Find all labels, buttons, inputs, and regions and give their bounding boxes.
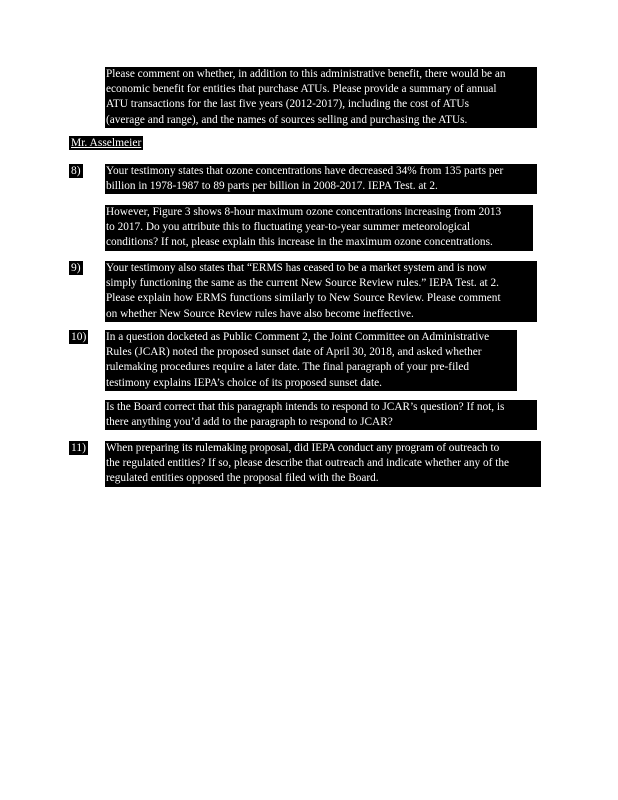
text-line: (average and range), and the names of sources selling and purchasing the ATUs. — [106, 113, 468, 126]
text-line: billion in 1978-1987 to 89 parts per billion in 2008-2017. IEPA Test. at 2. — [106, 180, 438, 193]
text-line: simply functioning the same as the current New Source Review rules.” IEPA Test. at 2. — [106, 277, 499, 290]
text-line: conditions? If not, please explain this increase in the maximum ozone concentrations. — [106, 236, 493, 249]
text-line: ATU transactions for the last five years (2012-2017), including the cost of ATUs — [106, 98, 469, 111]
section-heading: Mr. Asselmeier — [71, 137, 142, 149]
question-number: 9) — [71, 262, 81, 274]
intro-paragraph — [105, 67, 537, 128]
question-10-paragraph-1 — [105, 330, 517, 391]
text-line: testimony explains IEPA’s choice of its proposed sunset date. — [106, 376, 383, 389]
question-10-paragraph-2 — [105, 400, 537, 430]
question-8-paragraph-1 — [105, 164, 537, 194]
question-11-paragraph-1 — [105, 441, 541, 487]
text-line: Your testimony also states that “ERMS has ceased to be a market system and is now — [106, 262, 487, 274]
question-8-paragraph-2 — [105, 205, 533, 251]
text-line: on whether New Source Review rules have also become ineffective. — [106, 307, 414, 320]
text-line: Please comment on whether, in addition to this administrative benefit, there would be an — [106, 68, 506, 80]
text-line: to 2017. Do you attribute this to fluctuating year-to-year summer meteorological — [106, 221, 470, 234]
text-line: When preparing its rulemaking proposal, did IEPA conduct any program of outreach to — [106, 442, 500, 454]
text-line: rulemaking procedures require a later date. The final paragraph of your pre-filed — [106, 361, 470, 374]
text-line: regulated entities opposed the proposal filed with the Board. — [106, 472, 379, 485]
text-line: Please explain how ERMS functions similarly to New Source Review. Please comment — [106, 292, 501, 305]
text-line: In a question docketed as Public Comment 2, the Joint Committee on Administrative — [106, 331, 490, 343]
question-9-paragraph-1 — [105, 261, 537, 322]
text-line: Your testimony states that ozone concentrations have decreased 34% from 135 parts per — [106, 165, 504, 177]
question-number: 11) — [71, 442, 86, 454]
text-line: Rules (JCAR) noted the proposed sunset date of April 30, 2018, and asked whether — [106, 346, 482, 359]
text-line: the regulated entities? If so, please describe that outreach and indicate whether any of the — [106, 457, 510, 470]
question-number: 8) — [71, 165, 81, 177]
text-line: economic benefit for entities that purchase ATUs. Please provide a summary of annual — [106, 83, 497, 96]
text-line: Is the Board correct that this paragraph intends to respond to JCAR’s question? If not, is — [106, 401, 505, 413]
text-line: there anything you’d add to the paragraph to respond to JCAR? — [106, 416, 393, 429]
question-number: 10) — [71, 331, 87, 343]
text-line: However, Figure 3 shows 8-hour maximum ozone concentrations increasing from 2013 — [106, 206, 502, 218]
